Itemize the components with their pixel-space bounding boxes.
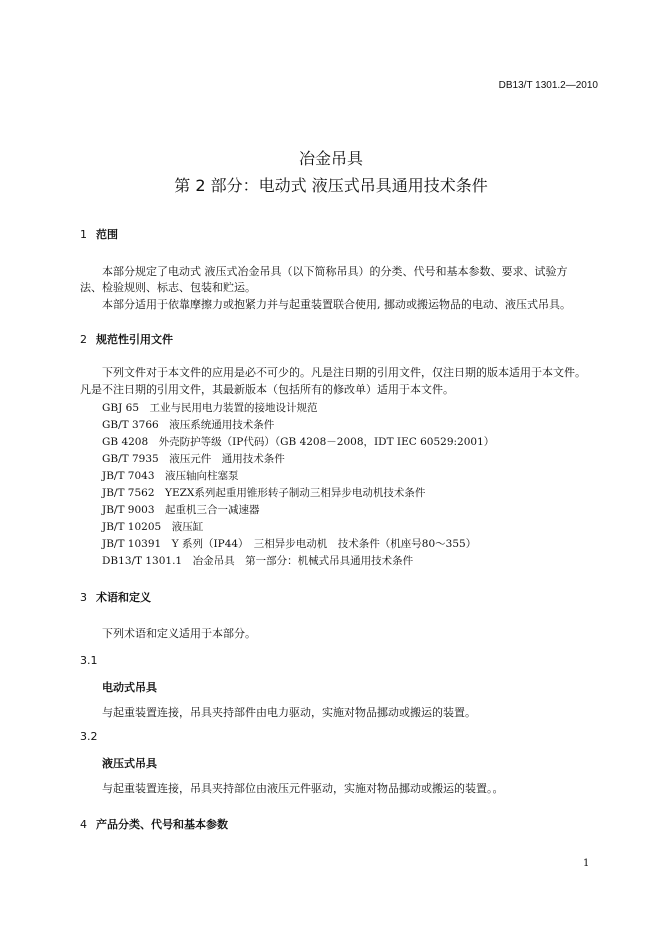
section-title: 术语和定义 [96, 591, 151, 604]
term-title: 液压式吊具 [102, 757, 157, 770]
reference-item: JB/T 10391 Y 系列（IP44） 三相异步电动机 技术条件（机座号80～355） [102, 538, 477, 550]
page-number: 1 [583, 858, 590, 869]
section-number: 3 [80, 591, 87, 604]
section-heading-2 [80, 331, 173, 347]
section-heading-4 [80, 816, 228, 832]
section-title: 规范性引用文件 [96, 333, 173, 346]
reference-item: JB/T 10205 液压缸 [102, 521, 204, 533]
term-definition: 与起重装置连接，吊具夹持部位由液压元件驱动，实施对物品挪动或搬运的装置。。 [102, 782, 504, 795]
document-subtitle: 第 2 部分：电动式 液压式吊具通用技术条件 [174, 176, 488, 195]
term-definition: 与起重装置连接，吊具夹持部件由电力驱动，实施对物品挪动或搬运的装置。 [102, 706, 476, 719]
paragraph: 本部分适用于依靠摩擦力或抱紧力并与起重装置联合使用, 挪动或搬运物品的电动、液压式吊具。 [102, 298, 571, 311]
section-title: 产品分类、代号和基本参数 [96, 818, 228, 831]
term-number: 3.2 [80, 730, 98, 743]
term-number: 3.1 [80, 654, 98, 667]
reference-item: GB/T 3766 液压系统通用技术条件 [102, 419, 275, 431]
section-heading-3 [80, 589, 151, 605]
paragraph: 法、检验规则、标志、包装和贮运。 [80, 281, 256, 294]
paragraph: 下列术语和定义适用于本部分。 [102, 627, 256, 640]
document-title: 冶金吊具 [298, 149, 363, 168]
paragraph: 凡是不注日期的引用文件，其最新版本（包括所有的修改单）适用于本文件。 [80, 383, 454, 396]
section-number: 2 [80, 333, 87, 346]
section-heading-1 [80, 226, 118, 242]
reference-item: JB/T 9003 起重机三合一减速器 [102, 504, 260, 516]
paragraph: 下列文件对于本文件的应用是必不可少的。凡是注日期的引用文件，仅注日期的版本适用于本文件。 [102, 366, 586, 379]
term-title: 电动式吊具 [102, 681, 157, 694]
section-number: 4 [80, 818, 87, 831]
reference-item: GBJ 65 工业与民用电力装置的接地设计规范 [102, 402, 318, 414]
paragraph: 本部分规定了电动式 液压式冶金吊具（以下简称吊具）的分类、代号和基本参数、要求、试验方 [102, 265, 568, 278]
reference-item: DB13/T 1301.1 冶金吊具 第一部分：机械式吊具通用技术条件 [102, 555, 414, 567]
reference-item: GB/T 7935 液压元件 通用技术条件 [102, 453, 285, 465]
reference-item: JB/T 7043 液压轴向柱塞泵 [102, 470, 239, 482]
reference-item: GB 4208 外壳防护等级（IP代码）（GB 4208－2008，IDT IEC 60529:2001） [102, 436, 495, 448]
standard-code: DB13/T 1301.2—2010 [498, 80, 598, 91]
section-number: 1 [80, 228, 87, 241]
reference-item: JB/T 7562 YEZX系列起重用锥形转子制动三相异步电动机技术条件 [102, 487, 426, 499]
section-title: 范围 [96, 228, 118, 241]
